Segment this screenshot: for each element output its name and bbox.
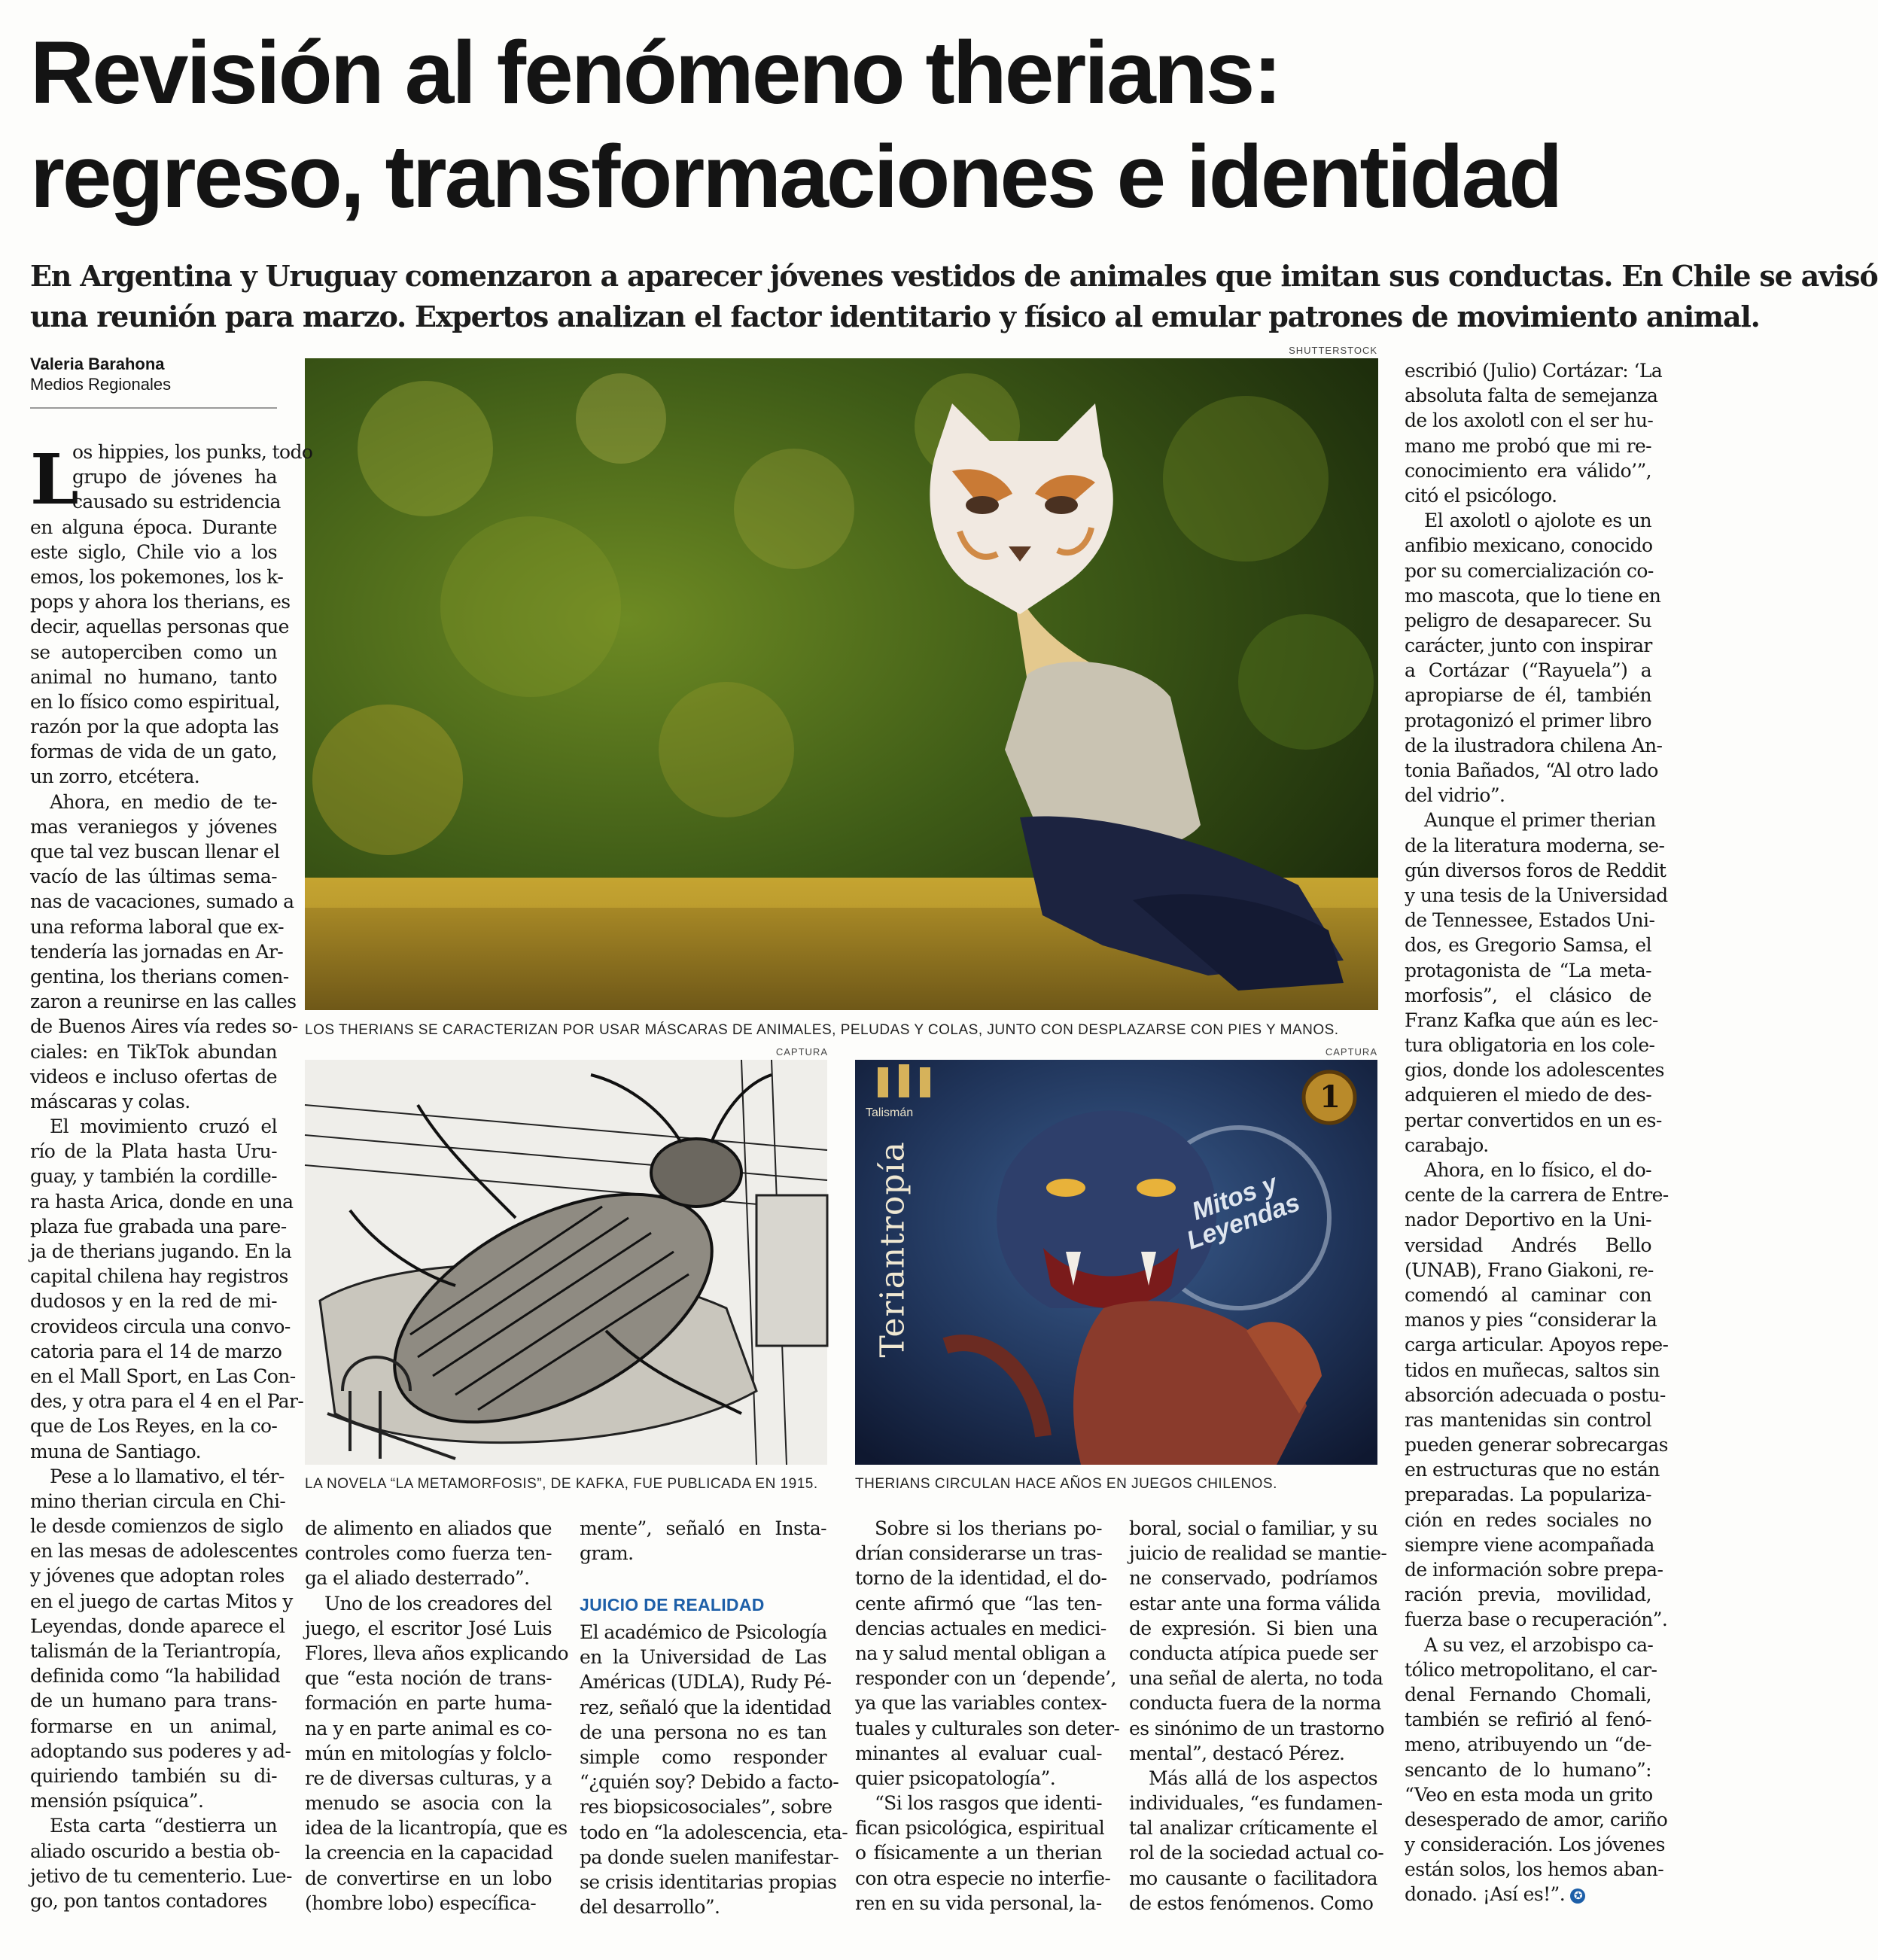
text-line: pertar convertidos en un es- <box>1405 1109 1662 1131</box>
text-line: escribió (Julio) Cortázar: ‘La <box>1405 360 1663 382</box>
text-line: mún en mitologías y folclo- <box>305 1742 552 1764</box>
text-line: máscaras y colas. <box>30 1090 190 1112</box>
text-line: (hombre lobo) específica- <box>305 1892 537 1914</box>
kafka-photo-credit: CAPTURA <box>775 1046 828 1058</box>
text-line: están solos, los hemos aban- <box>1405 1858 1664 1881</box>
text-line: de expresión. Si bien una <box>1129 1617 1377 1639</box>
text-line: de estos fenómenos. Como <box>1129 1892 1374 1914</box>
text-line: Uno de los creadores del <box>324 1592 552 1615</box>
text-line: “¿quién soy? Debido a facto- <box>580 1771 839 1794</box>
text-line: estar ante una forma válida <box>1129 1592 1380 1615</box>
text-line: río de la Plata hasta Uru- <box>30 1140 277 1163</box>
text-line: y consideración. Los jóvenes <box>1405 1834 1665 1856</box>
text-line: manos y pies “considerar la <box>1405 1309 1657 1332</box>
text-line: conocimiento era válido’”, <box>1405 459 1651 482</box>
text-line: tendería las jornadas en Ar- <box>30 940 284 963</box>
text-line: sencanto de lo humano”: <box>1405 1758 1651 1781</box>
text-line: ya que las variables contex- <box>855 1692 1107 1715</box>
text-line: preparadas. La populariza- <box>1405 1484 1651 1506</box>
text-line: zaron a reunirse en las calles <box>30 991 297 1013</box>
text-line: este siglo, Chile vio a los <box>30 540 277 563</box>
subhead-text: JUICIO DE REALIDAD <box>580 1595 765 1615</box>
text-line: razón por la que adopta las <box>30 716 279 738</box>
text-line: tonia Bañados, “Al otro lado <box>1405 759 1658 781</box>
text-line: citó el psicólogo. <box>1405 484 1557 507</box>
body-column-3-top <box>580 1516 826 1566</box>
text-line: mino therian circula en Chi- <box>30 1490 286 1512</box>
text-line: conducta fuera de la norma <box>1129 1692 1381 1715</box>
text-line: anfibio mexicano, conocido <box>1405 534 1653 557</box>
text-line: mensión psíquica”. <box>30 1790 204 1812</box>
text-line: en las mesas de adolescentes <box>30 1540 298 1563</box>
main-photo <box>305 358 1378 1010</box>
text-line: en lo físico como espiritual, <box>30 690 280 713</box>
kafka-photo-caption: LA NOVELA “LA METAMORFOSIS”, DE KAFKA, FUE PUBLICADA EN 1915. <box>305 1476 818 1492</box>
text-line: ren en su vida personal, la- <box>855 1892 1102 1914</box>
text-line: formación en parte huma- <box>305 1692 552 1715</box>
text-line: en el juego de cartas Mitos y <box>30 1590 293 1612</box>
text-line: carácter, junto con inspirar <box>1405 635 1652 657</box>
text-line: ción en redes sociales no <box>1405 1508 1651 1531</box>
drop-cap: L <box>30 439 79 520</box>
text-line: cente de la carrera de Entre- <box>1405 1184 1669 1207</box>
text-line: causado su estridencia <box>72 491 281 513</box>
headline-line-1: Revisión al fenómeno therians: <box>30 23 1280 123</box>
text-line: conducta atípica puede ser <box>1129 1642 1377 1664</box>
text-line: tal analizar críticamente el <box>1129 1817 1377 1840</box>
text-line: grupo de jóvenes ha <box>72 466 277 488</box>
text-line: ración previa, movilidad, <box>1405 1584 1651 1606</box>
text-line: fican psicológica, espiritual <box>855 1817 1105 1840</box>
text-line: es sinónimo de un trastorno <box>1129 1717 1384 1739</box>
text-line: ga el aliado desterrado”. <box>305 1567 530 1590</box>
text-line: “Si los rasgos que identi- <box>875 1792 1102 1815</box>
text-line: ciales: en TikTok abundan <box>30 1040 277 1063</box>
body-column-1 <box>30 440 313 1913</box>
text-line: de convertirse en un lobo <box>305 1867 552 1889</box>
text-line: Aunque el primer therian <box>1424 809 1656 832</box>
card-logo: Mitos y Leyendas <box>1183 1169 1304 1255</box>
author-name: Valeria Barahona <box>30 355 165 373</box>
text-line: de Tennessee, Estados Uni- <box>1405 909 1655 932</box>
text-line: “Veo en esta moda un grito <box>1405 1783 1653 1806</box>
text-line: de la literatura moderna, se- <box>1405 834 1665 857</box>
text-line: plaza fue grabada una pare- <box>30 1215 287 1237</box>
text-line: Ahora, en medio de te- <box>50 790 277 813</box>
text-line: de información sobre prepa- <box>1405 1559 1663 1581</box>
card-photo-credit: CAPTURA <box>1325 1046 1377 1058</box>
text-line: peligro de desaparecer. Su <box>1405 609 1651 632</box>
text-line: El axolotl o ajolote es un <box>1424 510 1651 532</box>
text-line: decir, aquellas personas que <box>30 616 289 638</box>
card-photo-caption: THERIANS CIRCULAN HACE AÑOS EN JUEGOS CHILENOS. <box>855 1476 1277 1492</box>
text-line: mente”, señaló en Insta- <box>580 1517 826 1539</box>
text-line: responder con un ‘depende’, <box>855 1667 1116 1690</box>
text-line: meno, atribuyendo un “de- <box>1405 1733 1651 1756</box>
text-line: desesperado de amor, cariño <box>1405 1808 1668 1831</box>
text-line: versidad Andrés Bello <box>1405 1234 1651 1256</box>
text-line: que de Los Reyes, en la co- <box>30 1415 278 1438</box>
text-line: donado. ¡Así es!”. ✪ <box>1405 1882 1651 1907</box>
text-line: con otra especie no interfie- <box>855 1867 1111 1889</box>
text-line: guay, y también la cordille- <box>30 1165 277 1188</box>
text-line: Esta carta “destierra un <box>50 1815 277 1837</box>
text-line: que tal vez buscan llenar el <box>30 841 280 863</box>
therian-mask-photo <box>305 358 1378 1010</box>
text-line: boral, social o familiar, y su <box>1129 1517 1378 1539</box>
text-line: juego, el escritor José Luis <box>305 1617 552 1639</box>
text-line: nador Deportivo en la Uni- <box>1405 1209 1651 1231</box>
text-line: El movimiento cruzó el <box>50 1115 277 1138</box>
text-line: vacío de las últimas sema- <box>30 866 277 888</box>
beetle-bed-illustration <box>305 1060 827 1465</box>
text-line: rol de la sociedad actual co- <box>1129 1842 1384 1864</box>
text-line: emos, los pokemones, los k- <box>30 565 284 588</box>
text-line: de la ilustradora chilena An- <box>1405 734 1663 756</box>
text-line: morfosis”, el clásico de <box>1405 984 1651 1006</box>
text-line: quiriendo también su di- <box>30 1764 277 1787</box>
text-line: dencias actuales en medici- <box>855 1617 1106 1639</box>
text-line: catoria para el 14 de marzo <box>30 1340 282 1362</box>
text-line: (UNAB), Frano Giakoni, re- <box>1405 1258 1654 1281</box>
text-line: le desde comienzos de siglo <box>30 1515 284 1538</box>
text-line: pueden generar sobrecargas <box>1405 1434 1668 1456</box>
text-line: gios, donde los adolescentes <box>1405 1059 1664 1082</box>
panther-card-artwork <box>855 1060 1377 1465</box>
text-line: ra hasta Arica, donde en una <box>30 1190 294 1213</box>
text-line: protagonista de “La meta- <box>1405 959 1651 982</box>
text-line: Sobre si los therians po- <box>875 1517 1102 1539</box>
text-line: una reforma laboral que ex- <box>30 915 284 938</box>
text-line: definida como “la habilidad <box>30 1665 281 1688</box>
author-outlet: Medios Regionales <box>30 375 172 394</box>
text-line: torno de la identidad, el do- <box>855 1567 1107 1590</box>
text-line: drían considerarse un tras- <box>855 1542 1103 1565</box>
text-line: Américas (UDLA), Rudy Pé- <box>580 1671 832 1694</box>
text-line: del desarrollo”. <box>580 1896 720 1919</box>
main-photo-caption: LOS THERIANS SE CARACTERIZAN POR USAR MÁSCARAS DE ANIMALES, PELUDAS Y COLAS, JUNTO CON DESPLAZARSE CON PIES Y MANOS. <box>305 1022 1339 1038</box>
text-line: tura obligatoria en los cole- <box>1405 1034 1655 1057</box>
text-line: fuerza base o recuperación”. <box>1405 1608 1668 1631</box>
headline <box>30 21 1656 229</box>
text-line: y una tesis de la Universidad <box>1405 884 1668 906</box>
text-line: adquieren el miedo de des- <box>1405 1084 1652 1106</box>
text-line: mo mascota, que lo tiene en <box>1405 584 1661 607</box>
text-line: se autoperciben como un <box>30 641 277 663</box>
deck <box>30 256 1878 337</box>
text-line: na y salud mental obligan a <box>855 1642 1106 1664</box>
text-line: controles como fuerza ten- <box>305 1542 552 1565</box>
main-photo-credit: SHUTTERSTOCK <box>1289 345 1377 356</box>
text-line: capital chilena hay registros <box>30 1265 288 1288</box>
text-line: Leyendas, donde aparece el <box>30 1615 285 1637</box>
body-column-4 <box>855 1516 1120 1916</box>
text-line: dos, es Gregorio Samsa, el <box>1405 934 1651 957</box>
text-line: crovideos circula una convo- <box>30 1315 291 1338</box>
text-line: apropiarse de él, también <box>1405 684 1651 707</box>
text-line: tuales y culturales son deter- <box>855 1717 1120 1739</box>
text-line: Ahora, en lo físico, el do- <box>1424 1159 1651 1181</box>
text-line: Franz Kafka que aún es lec- <box>1405 1009 1658 1031</box>
text-line: aliado oscurido a bestia ob- <box>30 1840 280 1862</box>
text-line: denal Fernando Chomali, <box>1405 1683 1651 1706</box>
text-line: de una persona no es tan <box>580 1721 826 1743</box>
text-line: cente afirmó que “las ten- <box>855 1592 1102 1615</box>
text-line: formas de vida de un gato, <box>30 741 277 763</box>
text-line: jetivo de tu cementerio. Lue- <box>30 1864 292 1887</box>
text-line: tidos en muñecas, saltos sin <box>1405 1359 1660 1381</box>
body-column-2 <box>305 1516 569 1916</box>
text-line: dudosos y en la red de mi- <box>30 1290 277 1313</box>
text-line: por su comercialización co- <box>1405 559 1654 582</box>
card-talisman-label: Talismán <box>866 1106 914 1119</box>
text-line: re de diversas culturas, y a <box>305 1767 552 1789</box>
text-line: pa donde suelen manifestar- <box>580 1846 839 1868</box>
text-line: Más allá de los aspectos <box>1149 1767 1377 1789</box>
text-line: mo causante o facilitadora <box>1129 1867 1377 1889</box>
text-line: en la Universidad de Las <box>580 1646 826 1669</box>
deck-line-1: En Argentina y Uruguay comenzaron a aparecer jóvenes vestidos de animales que imitan sus conductas. En Chile se avisó <box>30 259 1878 293</box>
text-line: un zorro, etcétera. <box>30 765 200 788</box>
text-line: menudo se asocia con la <box>305 1792 552 1815</box>
byline <box>30 354 279 394</box>
text-line: ras mantenidas sin control <box>1405 1408 1651 1431</box>
text-line: formarse en un animal, <box>30 1715 277 1737</box>
text-line: de Buenos Aires vía redes so- <box>30 1015 298 1038</box>
text-line: protagonizó el primer libro <box>1405 709 1651 732</box>
text-line: A su vez, el arzobispo ca- <box>1424 1633 1654 1656</box>
text-line: en alguna época. Durante <box>30 516 277 538</box>
text-line: en el Mall Sport, en Las Con- <box>30 1365 296 1387</box>
text-line: y jóvenes que adoptan roles <box>30 1565 285 1587</box>
body-column-5 <box>1129 1516 1387 1916</box>
end-of-article-icon: ✪ <box>1570 1888 1585 1904</box>
text-line: gram. <box>580 1542 634 1565</box>
kafka-illustration <box>305 1060 827 1465</box>
card-number: 1 <box>1319 1079 1341 1115</box>
text-line: ja de therians jugando. En la <box>30 1240 292 1262</box>
byline-rule <box>30 407 277 409</box>
text-line: se crisis identitarias propias <box>580 1870 837 1893</box>
text-line: des, y otra para el 4 en el Par- <box>30 1390 304 1413</box>
text-line: quier psicopatología”. <box>855 1767 1056 1789</box>
text-line: na y en parte animal es co- <box>305 1717 552 1739</box>
text-line: Flores, lleva años explicando <box>305 1642 569 1664</box>
text-line: Pese a lo llamativo, el tér- <box>50 1465 285 1487</box>
body-column-6 <box>1405 358 1669 1907</box>
text-line: mas veraniegos y jóvenes <box>30 815 277 838</box>
deck-line-2: una reunión para marzo. Expertos analizan el factor identitario y físico al emular patrones de movimiento animal. <box>30 300 1760 333</box>
text-line: una señal de alerta, no toda <box>1129 1667 1383 1690</box>
body-column-3 <box>580 1620 848 1919</box>
text-line: rez, señaló que la identidad <box>580 1696 832 1718</box>
text-line: go, pon tantos contadores <box>30 1889 267 1912</box>
text-line: talismán de la Teriantropía, <box>30 1640 282 1662</box>
text-line: de los axolotl con el ser hu- <box>1405 409 1654 432</box>
card-title: Teriantropía <box>873 1141 912 1358</box>
text-line: animal no humano, tanto <box>30 665 277 688</box>
text-line: adoptando sus poderes y ad- <box>30 1739 291 1762</box>
text-line: individuales, “es fundamen- <box>1129 1792 1383 1815</box>
text-line: absoluta falta de semejanza <box>1405 385 1658 407</box>
text-line: idea de la licantropía, que es <box>305 1817 568 1840</box>
text-line: simple como responder <box>580 1745 826 1768</box>
text-line: videos e incluso ofertas de <box>30 1065 277 1088</box>
text-line: os hippies, los punks, todo <box>72 441 313 463</box>
text-line: mano me probó que mi re- <box>1405 434 1651 457</box>
text-line: carabajo. <box>1405 1134 1489 1156</box>
text-line: ne conservado, podríamos <box>1129 1567 1377 1590</box>
text-line: la creencia en la capacidad <box>305 1842 553 1864</box>
text-line: minantes al evaluar cual- <box>855 1742 1102 1764</box>
text-line: de alimento en aliados que <box>305 1517 552 1539</box>
text-line: gún diversos foros de Reddit <box>1405 859 1666 881</box>
text-line: también se refirió al fenó- <box>1405 1709 1651 1731</box>
text-line: o físicamente a un therian <box>855 1842 1102 1864</box>
text-line: a Cortázar (“Rayuela”) a <box>1405 659 1651 682</box>
text-line: carga articular. Apoyos repe- <box>1405 1334 1669 1356</box>
text-line: comendó al caminar con <box>1405 1283 1651 1306</box>
text-line: tólico metropolitano, el car- <box>1405 1658 1657 1681</box>
text-line: de un humano para trans- <box>30 1690 277 1712</box>
text-line: del vidrio”. <box>1405 784 1505 807</box>
text-line: absorción adecuada o postu- <box>1405 1383 1666 1406</box>
text-line: pops y ahora los therians, es <box>30 591 291 613</box>
text-line: que “esta noción de trans- <box>305 1667 552 1690</box>
text-line: todo en “la adolescencia, eta- <box>580 1821 848 1843</box>
text-line: gentina, los therians comen- <box>30 965 289 988</box>
text-line: en estructuras que no están <box>1405 1459 1660 1481</box>
text-line: nas de vacaciones, sumado a <box>30 890 294 913</box>
text-line: muna de Santiago. <box>30 1440 201 1462</box>
text-line: res biopsicosociales”, sobre <box>580 1796 832 1818</box>
teriantropia-card <box>855 1060 1377 1465</box>
text-line: juicio de realidad se mantie- <box>1129 1542 1387 1565</box>
headline-line-2: regreso, transformaciones e identidad <box>30 127 1561 227</box>
text-line: siempre viene acompañada <box>1405 1533 1654 1556</box>
text-line: mental”, destacó Pérez. <box>1129 1742 1345 1764</box>
subhead-juicio-de-realidad <box>580 1595 765 1615</box>
text-line: El académico de Psicología <box>580 1621 827 1643</box>
